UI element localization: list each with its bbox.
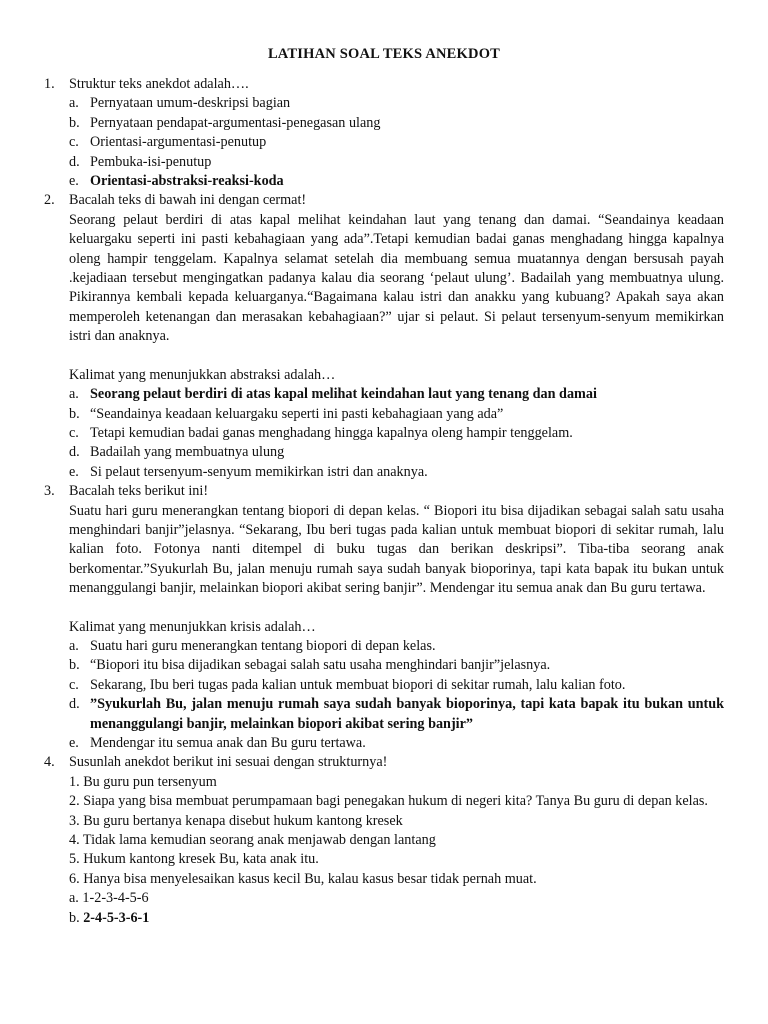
option-e: e. Mendengar itu semua anak dan Bu guru tertawa. [69,735,366,751]
option-text: 1-2-3-4-5-6 [82,890,149,907]
option-e-answer: e. Orientasi-abstraksi-reaksi-koda [69,173,284,190]
option-b-answer: b. 2-4-5-3-6-1 [69,909,150,926]
passage: Suatu hari guru menerangkan tentang biopori di depan kelas. “ Biopori itu bisa dijadikan sebagai salah satu usaha menghindari banjir”jelasnya. “Sekarang, Ibu beri tugas pada kalian untuk membuat biopori di sekitar rumah, lalu kalian foto. Fotonya nanti ditempel di buku tugas dan berikan deskripsi”. Tiba-tiba seorang anak berkomentar.”Syukurlah Bu, jalan menuju rumah saya sudah banyak bioporinya, tapi kata bapak itu bukan untuk menanggulangi banjir, melainkan biopori akibat sering banjir”. Mendengar itu semua anak dan Bu guru tertawa. [69,502,724,597]
question-number: 2. [44,192,55,209]
option-b: b. “Biopori itu bisa dijadikan sebagai salah satu usaha menghindari banjir”jelasnya. [69,657,551,674]
option-d-answer: d. ”Syukurlah Bu, jalan menuju rumah saya sudah banyak bioporinya, tapi kata bapak itu bukan untuk menanggulangi banjir, melainkan biopori akibat sering banjir” [69,696,724,732]
option-text: Suatu hari guru menerangkan tentang biopori di depan kelas. [90,637,436,654]
option-text: “Biopori itu bisa dijadikan sebagai salah satu usaha menghindari banjir”jelasnya. [90,657,551,674]
option-b: b. “Seandainya keadaan keluargaku seperti ini pasti kebahagiaan yang ada” [69,405,504,422]
question-text: Susunlah anekdot berikut ini sesuai dengan strukturnya! [69,754,388,771]
list-item: 5. Hukum kantong kresek Bu, kata anak itu. [69,851,319,868]
option-d: d. Badailah yang membuatnya ulung [69,444,285,461]
question-3 [44,482,724,753]
list-item: 3. Bu guru bertanya kenapa disebut hukum kantong kresek [69,812,403,829]
option-text: “Seandainya keadaan keluargaku seperti ini pasti kebahagiaan yang ada” [90,405,504,422]
list-item: 2. Siapa yang bisa membuat perumpamaan bagi penegakan hukum di negeri kita? Tanya Bu guru di depan kelas. [69,793,708,810]
question-prompt: Kalimat yang menunjukkan abstraksi adalah… [69,366,336,383]
option-text: 2-4-5-3-6-1 [83,909,150,926]
option-text: Mendengar itu semua anak dan Bu guru tertawa. [90,735,366,751]
option-text: Pernyataan pendapat-argumentasi-penegasan ulang [90,114,381,131]
option-a-answer: a. Seorang pelaut berdiri di atas kapal melihat keindahan laut yang tenang dan damai [69,386,597,403]
option-d: d. Pembuka-isi-penutup [69,153,212,170]
question-prompt: Kalimat yang menunjukkan krisis adalah… [69,618,316,635]
option-text: Si pelaut tersenyum-senyum memikirkan istri dan anaknya. [90,463,428,480]
question-text: Struktur teks anekdot adalah…. [69,76,249,92]
question-text: Bacalah teks berikut ini! [69,483,209,500]
option-text: Orientasi-abstraksi-reaksi-koda [90,173,284,190]
question-1 [44,75,724,191]
option-text: Seorang pelaut berdiri di atas kapal melihat keindahan laut yang tenang dan damai [90,386,597,403]
question-number: 3. [44,483,55,500]
question-2 [44,191,724,482]
option-text: ”Syukurlah Bu, jalan menuju rumah saya sudah banyak bioporinya, tapi kata bapak itu bukan untuk menanggulangi banjir, melainkan biopori akibat sering banjir” [90,696,724,732]
option-c: c. Tetapi kemudian badai ganas menghadang hingga kapalnya oleng hampir tenggelam. [69,424,573,441]
option-a: a. Pernyataan umum-deskripsi bagian [69,95,291,112]
option-text: Pembuka-isi-penutup [90,153,212,170]
option-text: Sekarang, Ibu beri tugas pada kalian untuk membuat biopori di sekitar rumah, lalu kalian foto. [90,676,626,693]
question-number: 4. [44,754,55,771]
option-b: b. Pernyataan pendapat-argumentasi-penegasan ulang [69,114,381,131]
option-text: Tetapi kemudian badai ganas menghadang hingga kapalnya oleng hampir tenggelam. [90,424,573,441]
question-text: Bacalah teks di bawah ini dengan cermat! [69,192,307,209]
passage: Seorang pelaut berdiri di atas kapal melihat keindahan laut yang tenang dan damai. “Seandainya keadaan keluargaku seperti ini pasti kebahagiaan yang ada”.Tetapi kemudian badai ganas menghadang hingga kapalnya oleng hampir tenggelam. Kapalnya selamat setelah dia membuang semua muatannya dengan bersusah payah .kejadiaan tersebut mengingatkan padanya kalau dia seorang ‘pelaut ulung’. Badailah yang membuatnya ulung. Pikirannya kembali kepada keluarganya.“Bagaimana kalau istri dan anakku yang kubuang? Apakah saya akan memperoleh ketenangan dan merasakan kebahagiaan?” ujar si pelaut. Si pelaut tersenyum-senyum memikirkan istri dan anaknya. [69,211,724,345]
option-a: a. 1-2-3-4-5-6 [69,890,149,907]
option-text: Pernyataan umum-deskripsi bagian [90,95,291,112]
list-item: 6. Hanya bisa menyelesaikan kasus kecil Bu, kalau kasus besar tidak pernah muat. [69,870,537,887]
list-item: 4. Tidak lama kemudian seorang anak menjawab dengan lantang [69,832,436,849]
page-title: LATIHAN SOAL TEKS ANEKDOT [267,46,501,62]
question-list [44,75,724,928]
list-item: 1. Bu guru pun tersenyum [69,773,217,790]
question-number: 1. [44,76,55,92]
option-c: c. Orientasi-argumentasi-penutup [69,134,267,151]
option-c: c. Sekarang, Ibu beri tugas pada kalian untuk membuat biopori di sekitar rumah, lalu kalian foto. [69,676,626,693]
option-text: Orientasi-argumentasi-penutup [90,134,267,151]
question-4 [44,753,724,928]
option-e: e. Si pelaut tersenyum-senyum memikirkan istri dan anaknya. [69,463,428,480]
option-a: a. Suatu hari guru menerangkan tentang biopori di depan kelas. [69,637,436,654]
option-text: Badailah yang membuatnya ulung [90,444,285,461]
